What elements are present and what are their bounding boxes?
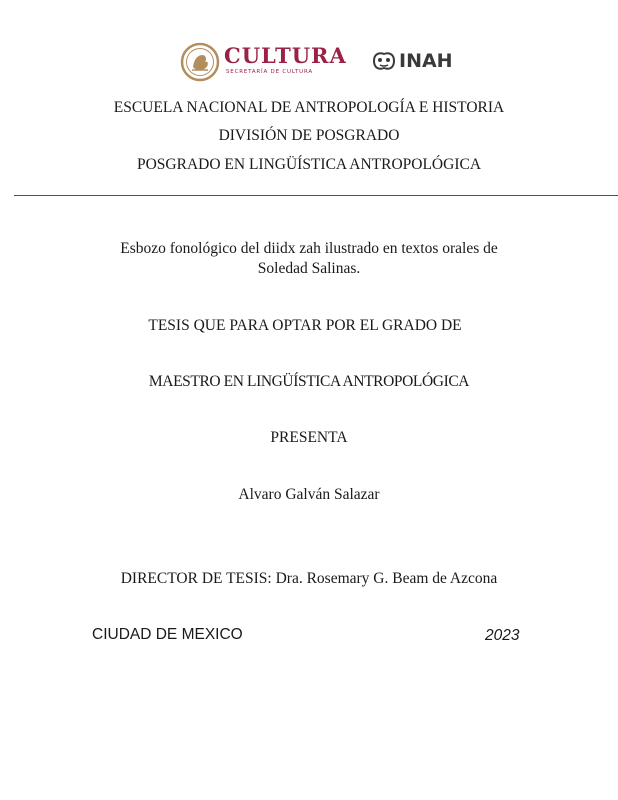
author-name: Alvaro Galván Salazar (238, 486, 380, 503)
inah-logo-wordmark: INAH (399, 50, 453, 72)
thesis-title-line2: Soledad Salinas. (257, 260, 361, 277)
cultura-logo-wordmark: CULTURA (224, 43, 347, 68)
thesis-director (0, 569, 618, 588)
school-name: ESCUELA NACIONAL DE ANTROPOLOGÍA E HISTORIA (113, 99, 505, 116)
institution-logos (0, 40, 618, 86)
year: 2023 (485, 627, 520, 644)
degree-name: MAESTRO EN LINGÜÍSTICA ANTROPOLÓGICA (148, 373, 470, 390)
division-name: DIVISIÓN DE POSGRADO (218, 127, 400, 144)
presents-label: PRESENTA (270, 429, 348, 446)
program-name: POSGRADO EN LINGÜÍSTICA ANTROPOLÓGICA (136, 156, 482, 173)
mexico-eagle-seal-icon (180, 42, 220, 82)
inah-glyph-icon (370, 49, 398, 73)
director-label: DIRECTOR DE TESIS: (120, 570, 272, 587)
thesis-title-line1: Esbozo fonológico del diidx zah ilustrado en textos orales de (120, 240, 498, 257)
degree-intro: TESIS QUE PARA OPTAR POR EL GRADO DE (148, 317, 462, 334)
director-name: Dra. Rosemary G. Beam de Azcona (275, 570, 498, 587)
header-divider (14, 195, 618, 196)
city: CIUDAD DE MEXICO (92, 626, 243, 643)
cultura-logo-subtitle: SECRETARÍA DE CULTURA (226, 69, 313, 75)
